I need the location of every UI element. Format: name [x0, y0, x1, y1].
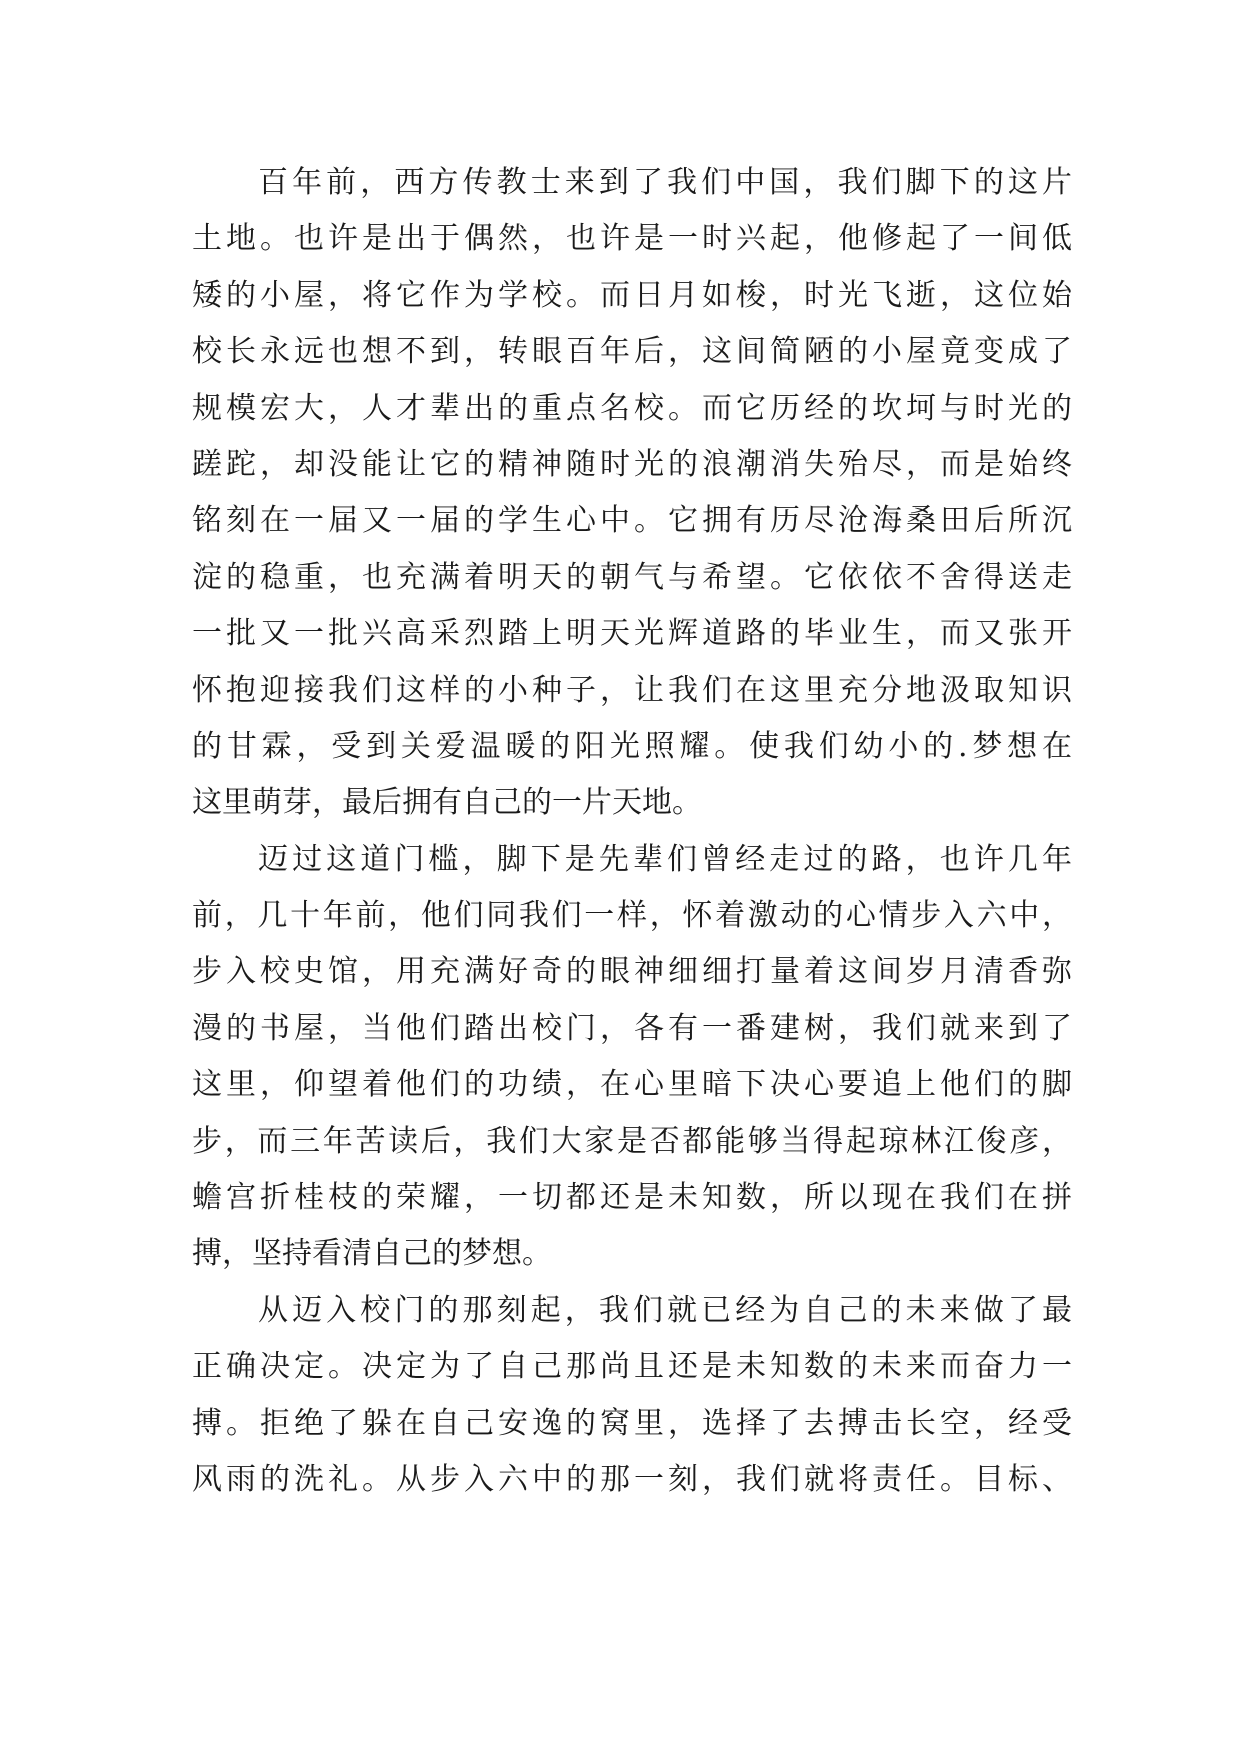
text-line: 迈过这道门槛，脚下是先辈们曾经走过的路，也许几年 — [258, 841, 1072, 877]
text-line: 土地。也许是出于偶然，也许是一时兴起，他修起了一间低 — [192, 221, 1072, 257]
text-line: 搏，坚持看清自己的梦想。 — [192, 1236, 552, 1272]
paragraph-2 — [192, 832, 1072, 1283]
text-line: 的甘霖，受到关爱温暖的阳光照耀。使我们幼小的.梦想在 — [192, 728, 1072, 764]
text-line: 风雨的洗礼。从步入六中的那一刻，我们就将责任。目标、 — [192, 1461, 1072, 1497]
text-line: 前，几十年前，他们同我们一样，怀着激动的心情步入六中， — [192, 898, 1072, 934]
text-line: 百年前，西方传教士来到了我们中国，我们脚下的这片 — [258, 165, 1072, 200]
text-line: 矮的小屋，将它作为学校。而日月如梭，时光飞逝，这位始 — [192, 277, 1072, 313]
text-line: 步，而三年苦读后，我们大家是否都能够当得起琼林江俊彦， — [192, 1123, 1072, 1159]
text-line: 这里，仰望着他们的功绩，在心里暗下决心要追上他们的脚 — [192, 1067, 1072, 1103]
text-line: 淀的稳重，也充满着明天的朝气与希望。它依依不舍得送走 — [192, 559, 1072, 595]
text-line: 蹉跎，却没能让它的精神随时光的浪潮消失殆尽，而是始终 — [192, 446, 1072, 482]
text-line: 步入校史馆，用充满好奇的眼神细细打量着这间岁月清香弥 — [192, 954, 1072, 990]
paragraph-3 — [192, 1283, 1072, 1509]
text-line: 怀抱迎接我们这样的小种子，让我们在这里充分地汲取知识 — [192, 672, 1072, 708]
text-line: 校长永远也想不到，转眼百年后，这间简陋的小屋竟变成了 — [192, 334, 1072, 370]
text-line: 漫的书屋，当他们踏出校门，各有一番建树，我们就来到了 — [192, 1010, 1072, 1046]
text-line: 从迈入校门的那刻起，我们就已经为自己的未来做了最 — [258, 1292, 1072, 1328]
text-line: 这里萌芽，最后拥有自己的一片天地。 — [192, 785, 702, 821]
text-line: 正确决定。决定为了自己那尚且还是未知数的未来而奋力一 — [192, 1349, 1072, 1385]
text-line: 一批又一批兴高采烈踏上明天光辉道路的毕业生，而又张开 — [192, 616, 1072, 652]
paragraph-1 — [192, 155, 1072, 832]
text-line: 规模宏大，人才辈出的重点名校。而它历经的坎坷与时光的 — [192, 390, 1072, 426]
text-line: 铭刻在一届又一届的学生心中。它拥有历尽沧海桑田后所沉 — [192, 503, 1072, 539]
text-line: 搏。拒绝了躲在自己安逸的窝里，选择了去搏击长空，经受 — [192, 1405, 1072, 1441]
body-text — [192, 155, 1072, 1508]
text-line: 蟾宫折桂枝的荣耀，一切都还是未知数，所以现在我们在拼 — [192, 1180, 1072, 1216]
